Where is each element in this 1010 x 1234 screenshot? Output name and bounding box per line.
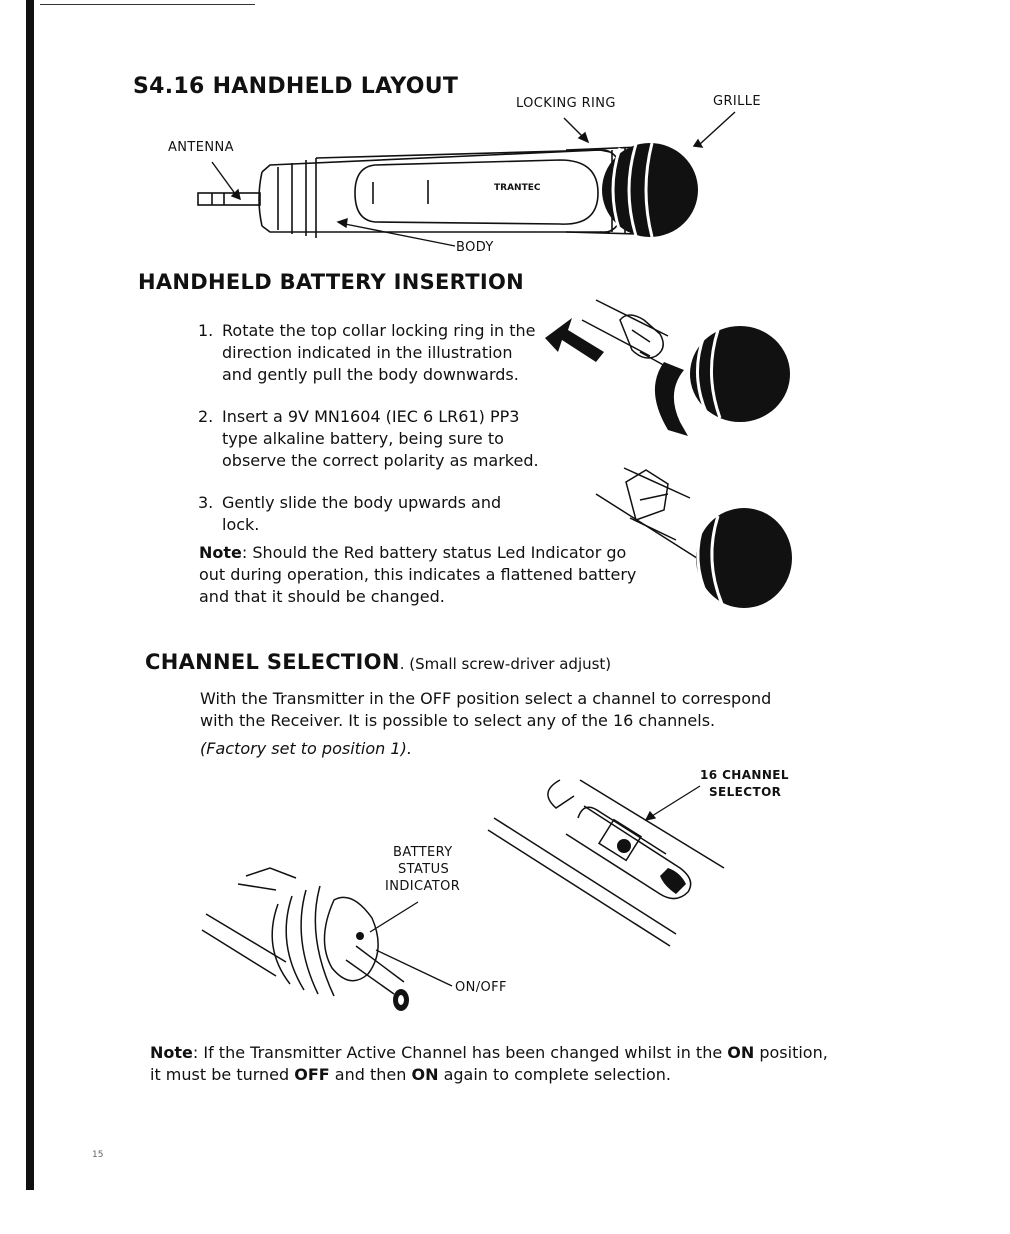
- step-text: Insert a 9V MN1604 (IEC 6 LR61) PP3 type alkaline battery, being sure to observe the correct polarity as marked.: [222, 407, 539, 470]
- label-indicator: INDICATOR: [385, 879, 461, 894]
- channel-heading-suffix: . (Small screw-driver adjust): [399, 655, 612, 673]
- label-16-channel: 16 CHANNEL: [700, 768, 789, 782]
- footer-note-text: and then: [329, 1065, 412, 1084]
- brand-text: TRANTEC: [494, 183, 541, 193]
- label-selector: SELECTOR: [709, 785, 782, 799]
- step-number: 1.: [198, 321, 214, 340]
- keyword-on: ON: [411, 1065, 439, 1084]
- factory-setting-note: (Factory set to position 1).: [200, 739, 412, 758]
- footer-note-text: position, it must be turned: [150, 1043, 828, 1084]
- section-title-battery: HANDHELD BATTERY INSERTION: [138, 270, 524, 294]
- step-text: Gently slide the body upwards and lock.: [222, 493, 502, 534]
- note-text: : Should the Red battery status Led Indicator go out during operation, this indicates a flattened battery and that it should be changed.: [199, 543, 637, 606]
- label-antenna: ANTENNA: [168, 140, 234, 155]
- step-number: 2.: [198, 407, 214, 426]
- keyword-off: OFF: [294, 1065, 330, 1084]
- section-title-layout: S4.16 HANDHELD LAYOUT: [133, 74, 459, 99]
- label-status: STATUS: [398, 862, 450, 877]
- footer-note-label: Note: [150, 1043, 193, 1062]
- label-on-off: ON/OFF: [455, 980, 507, 995]
- step-text: Rotate the top collar locking ring in the direction indicated in the illustration and gently pull the body downwards.: [222, 321, 536, 384]
- label-locking-ring: LOCKING RING: [516, 96, 616, 111]
- channel-paragraph: With the Transmitter in the OFF position select a channel to correspond with the Receiver. It is possible to select any of the 16 channels.: [200, 689, 772, 730]
- page-number: 15: [92, 1150, 104, 1160]
- note-label: Note: [199, 543, 242, 562]
- footer-note-text: : If the Transmitter Active Channel has been changed whilst in the: [192, 1043, 728, 1062]
- step-number: 3.: [198, 493, 214, 512]
- footer-note: [150, 1042, 840, 1086]
- footer-note-text: again to complete selection.: [438, 1065, 671, 1084]
- label-grille: GRILLE: [713, 94, 762, 109]
- keyword-on: ON: [727, 1043, 755, 1062]
- channel-heading: CHANNEL SELECTION: [145, 650, 400, 674]
- label-body: BODY: [456, 240, 494, 255]
- label-battery: BATTERY: [393, 845, 453, 860]
